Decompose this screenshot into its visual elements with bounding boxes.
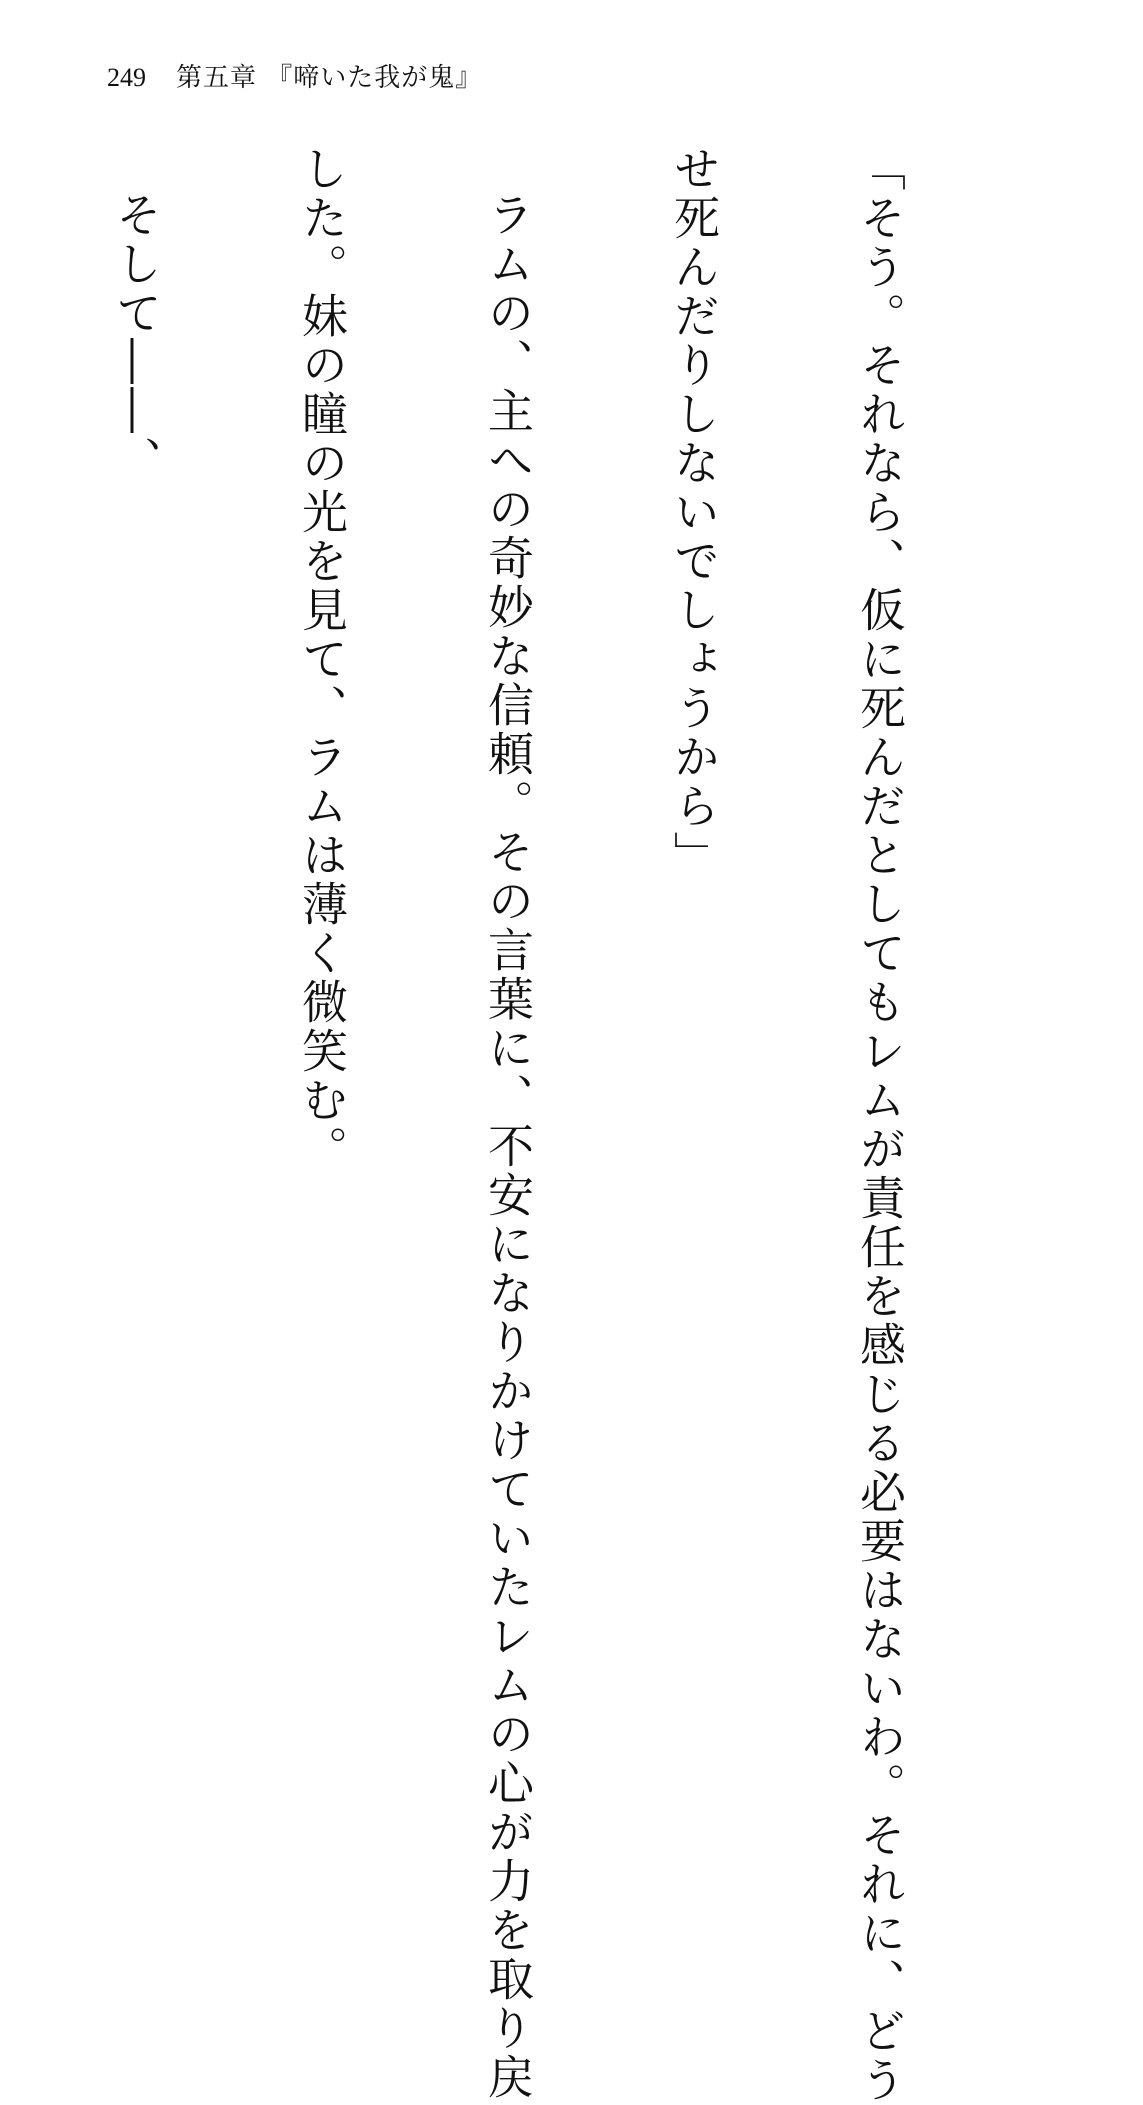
chapter-title: 第五章 『啼いた我が鬼』 bbox=[176, 63, 483, 93]
page-number: 249 bbox=[107, 63, 146, 92]
text-line: 「そう。それなら、仮に死んだとしてもレムが責任を感じる必要はないわ。それに、どう bbox=[853, 145, 907, 2105]
vertical-body-text bbox=[0, 145, 1035, 2105]
text-line: そして――、 bbox=[109, 191, 163, 485]
text-line: せ死んだりしないでしょうから」 bbox=[667, 145, 721, 880]
text-line: した。妹の瞳の光を見て、ラムは薄く微笑む。 bbox=[295, 145, 349, 1174]
text-line: ラムの、主への奇妙な信頼。その言葉に、不安になりかけていたレムの心が力を取り戻 bbox=[481, 191, 535, 2102]
running-header bbox=[107, 62, 482, 94]
